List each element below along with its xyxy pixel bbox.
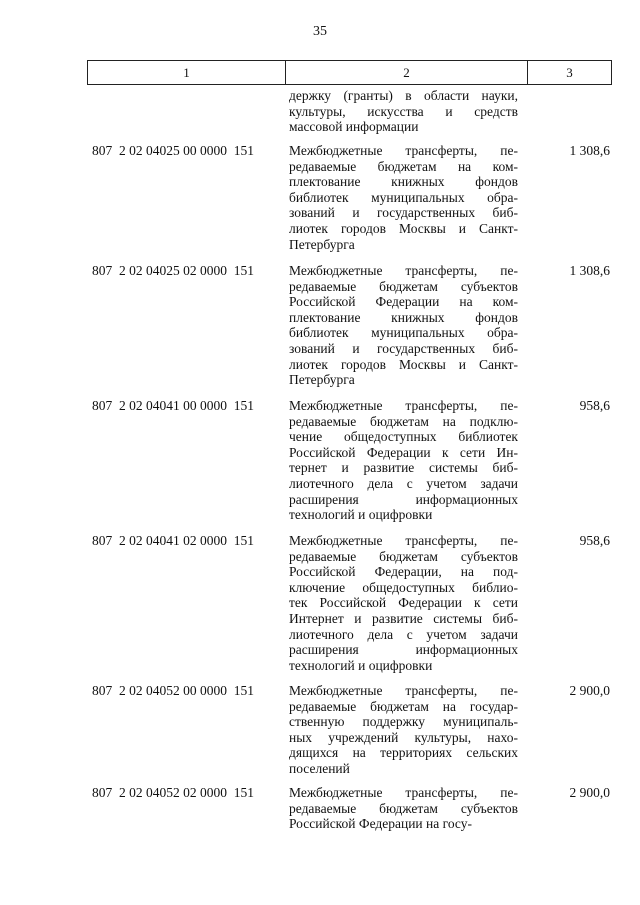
description-line: лиотечного дела с учетом задачи (289, 475, 518, 491)
table-header (87, 60, 612, 85)
budget-classification-code: 807 2 02 04041 00 0000 151 (92, 398, 254, 413)
description-line: тек Российской Федерации к сети (289, 595, 518, 611)
amount: 2 900,0 (569, 683, 610, 698)
description-line: редаваемые бюджетам на ком- (289, 158, 518, 174)
budget-classification-code: 807 2 02 04025 00 0000 151 (92, 143, 254, 158)
description-line: дящихся на территориях сельских (289, 745, 518, 761)
row-description (289, 143, 518, 252)
description-line: лиотек городов Москвы и Санкт- (289, 220, 518, 236)
description-line: массовой информации (289, 119, 419, 135)
description-line: чение общедоступных библиотек (289, 429, 518, 445)
continuation-description (289, 88, 518, 135)
amount: 958,6 (579, 533, 610, 548)
description-line: Межбюджетные трансферты, пе- (289, 143, 518, 158)
description-line: Межбюджетные трансферты, пе- (289, 533, 518, 548)
description-line: расширения информационных (289, 642, 518, 658)
description-line: Российской Федерации на ком- (289, 294, 518, 310)
amount: 2 900,0 (569, 785, 610, 800)
description-line: тернет и развитие системы биб- (289, 460, 518, 476)
description-line: Интернет и развитие системы биб- (289, 610, 518, 626)
description-line: редаваемые бюджетам на государ- (289, 698, 518, 714)
description-line: поселений (289, 760, 350, 776)
budget-classification-code: 807 2 02 04052 02 0000 151 (92, 785, 254, 800)
description-line: лиотек городов Москвы и Санкт- (289, 356, 518, 372)
amount: 1 308,6 (569, 263, 610, 278)
description-line: плектование книжных фондов (289, 309, 518, 325)
description-line: Межбюджетные трансферты, пе- (289, 683, 518, 698)
description-line: технологий и оцифровки (289, 507, 433, 523)
row-description (289, 263, 518, 388)
description-line: редаваемые бюджетам субъектов (289, 278, 518, 294)
description-line: лиотечного дела с учетом задачи (289, 626, 518, 642)
header-col-3: 3 (527, 61, 611, 84)
description-line: редаваемые бюджетам субъектов (289, 800, 518, 816)
description-line: плектование книжных фондов (289, 174, 518, 190)
description-line: держку (гранты) в области науки, (289, 88, 518, 103)
budget-classification-code: 807 2 02 04025 02 0000 151 (92, 263, 254, 278)
description-line: библиотек муниципальных обра- (289, 189, 518, 205)
row-description (289, 533, 518, 673)
description-line: Российской Федерации к сети Ин- (289, 444, 518, 460)
description-line: редаваемые бюджетам субъектов (289, 548, 518, 564)
description-line: Межбюджетные трансферты, пе- (289, 263, 518, 278)
description-line: Петербурга (289, 236, 355, 252)
description-line: расширения информационных (289, 491, 518, 507)
description-line: технологий и оцифровки (289, 657, 433, 673)
description-line: Российской Федерации, на под- (289, 564, 518, 580)
header-col-1: 1 (183, 64, 190, 80)
amount: 1 308,6 (569, 143, 610, 158)
description-line: Российской Федерации на госу- (289, 816, 472, 832)
description-line: культуры, искусства и средств (289, 103, 518, 119)
row-description (289, 398, 518, 523)
description-line: ственную поддержку муниципаль- (289, 714, 518, 730)
description-line: Межбюджетные трансферты, пе- (289, 785, 518, 800)
description-line: зований и государственных биб- (289, 340, 518, 356)
row-description (289, 683, 518, 777)
description-line: библиотек муниципальных обра- (289, 325, 518, 341)
amount: 958,6 (579, 398, 610, 413)
budget-classification-code: 807 2 02 04052 00 0000 151 (92, 683, 254, 698)
description-line: редаваемые бюджетам на подклю- (289, 413, 518, 429)
page-number: 35 (313, 24, 327, 39)
row-description (289, 785, 518, 832)
description-line: Межбюджетные трансферты, пе- (289, 398, 518, 413)
description-line: Петербурга (289, 372, 355, 388)
description-line: ключение общедоступных библио- (289, 579, 518, 595)
description-line: зований и государственных биб- (289, 205, 518, 221)
header-col-2: 2 (285, 61, 527, 84)
budget-classification-code: 807 2 02 04041 02 0000 151 (92, 533, 254, 548)
description-line: ных учреждений культуры, нахо- (289, 729, 518, 745)
